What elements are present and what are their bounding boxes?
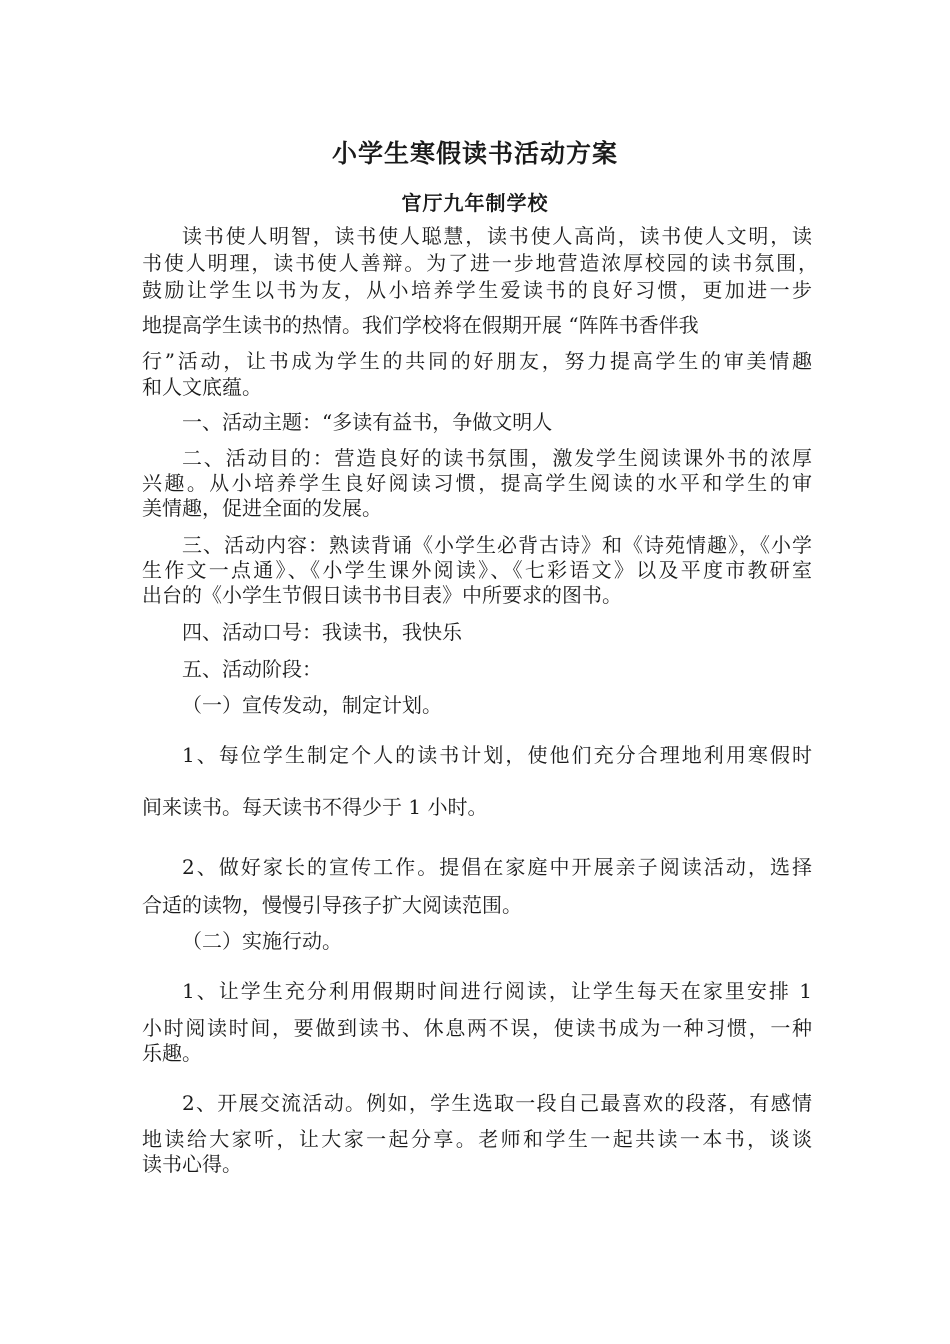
paragraph-line: 美情趣，促进全面的发展。 <box>142 496 382 520</box>
paragraph-line: 2、开展交流活动。例如，学生选取一段自己最喜欢的段落，有感情 <box>182 1091 812 1115</box>
paragraph-line: 小时阅读时间，要做到读书、休息两不误，使读书成为一种习惯，一种 <box>142 1016 812 1040</box>
paragraph-line: 二、活动目的：营造良好的读书氛围，激发学生阅读课外书的浓厚 <box>182 446 812 470</box>
paragraph-line: 出台的《小学生节假日读书书目表》中所要求的图书。 <box>142 583 622 607</box>
subsection-heading: （一）宣传发动，制定计划。 <box>182 693 442 717</box>
paragraph-line: 间来读书。每天读书不得少于 1 小时。 <box>142 795 488 819</box>
paragraph-line: 兴趣。从小培养学生良好阅读习惯，提高学生阅读的水平和学生的审 <box>142 471 812 495</box>
section-heading: 四、活动口号：我读书，我快乐 <box>182 620 462 644</box>
paragraph-line: 三、活动内容：熟读背诵《小学生必背古诗》和《诗苑情趣》，《小学 <box>182 533 812 557</box>
paragraph-line: 和人文底蕴。 <box>142 375 262 399</box>
paragraph-line: 合适的读物，慢慢引导孩子扩大阅读范围。 <box>142 893 522 917</box>
paragraph-line: 鼓励让学生以书为友，从小培养学生爱读书的良好习惯，更加进一步 <box>142 278 812 302</box>
subsection-heading: （二）实施行动。 <box>182 929 342 953</box>
document-title: 小学生寒假读书活动方案 <box>331 139 618 168</box>
section-heading: 五、活动阶段： <box>182 657 322 681</box>
paragraph-line: 地提高学生读书的热情。我们学校将在假期开展 “阵阵书香伴我 <box>142 313 699 337</box>
paragraph-line: 行”活动，让书成为学生的共同的好朋友，努力提高学生的审美情趣 <box>142 349 812 373</box>
paragraph-line: 1、让学生充分利用假期时间进行阅读，让学生每天在家里安排 1 <box>182 979 812 1003</box>
document-subtitle: 官厅九年制学校 <box>401 191 549 215</box>
paragraph-line: 读书使人明智，读书使人聪慧，读书使人高尚，读书使人文明，读 <box>182 224 812 248</box>
paragraph-line: 生作文一点通》、《小学生课外阅读》、《七彩语文》以及平度市教研室 <box>142 558 812 582</box>
paragraph-line: 地读给大家听，让大家一起分享。老师和学生一起共读一本书，谈谈 <box>142 1127 812 1151</box>
paragraph-line: 书使人明理，读书使人善辩。为了进一步地营造浓厚校园的读书氛围， <box>142 251 818 275</box>
paragraph-line: 1、每位学生制定个人的读书计划，使他们充分合理地利用寒假时 <box>182 743 812 767</box>
paragraph-line: 乐趣。 <box>142 1041 202 1065</box>
section-heading: 一、活动主题：“多读有益书，争做文明人 <box>182 410 553 434</box>
paragraph-line: 读书心得。 <box>142 1152 242 1176</box>
paragraph-line: 2、做好家长的宣传工作。提倡在家庭中开展亲子阅读活动，选择 <box>182 855 812 879</box>
